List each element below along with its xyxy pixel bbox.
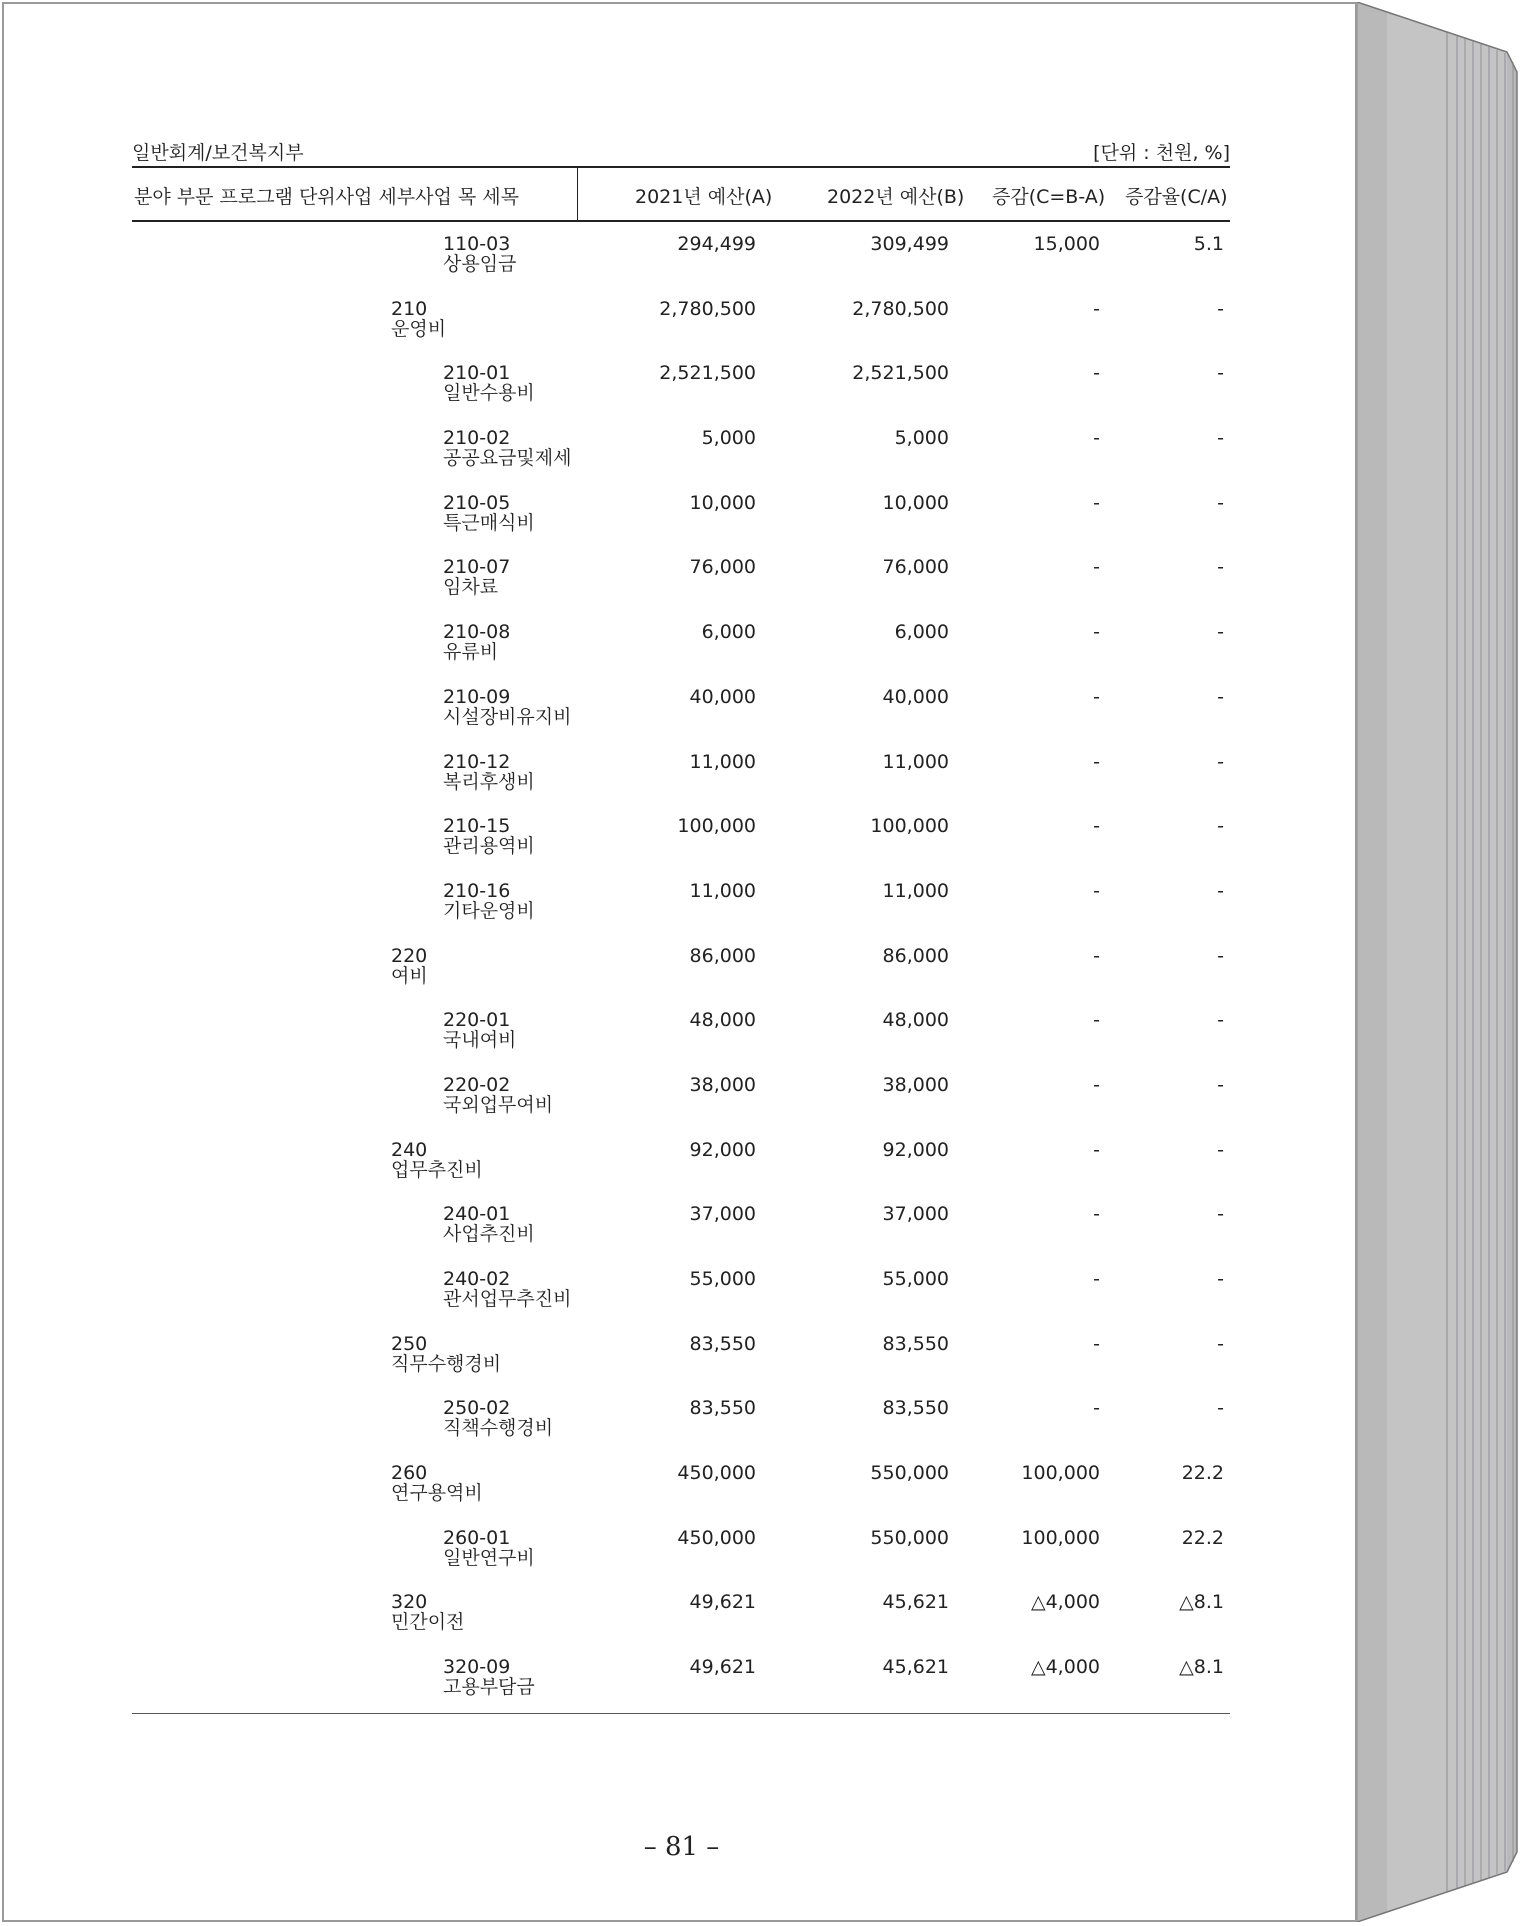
row-budget-2022: 76,000 bbox=[882, 556, 949, 579]
row-change: - bbox=[1093, 1397, 1100, 1420]
row-budget-2021: 2,780,500 bbox=[659, 297, 756, 320]
row-code: 250 bbox=[391, 1332, 428, 1355]
table-row bbox=[132, 610, 1230, 675]
page-number: – 81 – bbox=[643, 1832, 720, 1862]
row-change: - bbox=[1093, 362, 1100, 385]
budget-table bbox=[132, 166, 1230, 1710]
row-name: 유류비 bbox=[443, 641, 499, 664]
table-header bbox=[132, 166, 1230, 222]
row-name: 연구용역비 bbox=[391, 1482, 483, 1505]
row-budget-2021: 10,000 bbox=[689, 491, 756, 514]
table-row bbox=[132, 869, 1230, 934]
table-bottom-rule bbox=[132, 1713, 1230, 1714]
row-budget-2022: 6,000 bbox=[894, 621, 949, 644]
header-divider bbox=[577, 168, 578, 220]
row-change: - bbox=[1093, 944, 1100, 967]
row-budget-2022: 2,521,500 bbox=[852, 362, 949, 385]
row-budget-2021: 49,621 bbox=[689, 1656, 756, 1679]
row-budget-2022: 83,550 bbox=[882, 1332, 949, 1355]
row-name: 복리후생비 bbox=[443, 770, 535, 793]
row-budget-2022: 45,621 bbox=[882, 1656, 949, 1679]
row-budget-2021: 6,000 bbox=[701, 621, 756, 644]
row-budget-2022: 92,000 bbox=[882, 1138, 949, 1161]
document-page bbox=[2, 2, 1357, 1922]
row-budget-2022: 2,780,500 bbox=[852, 297, 949, 320]
row-change: △4,000 bbox=[1030, 1656, 1100, 1679]
row-rate: - bbox=[1217, 1203, 1224, 1226]
table-row bbox=[132, 1257, 1230, 1322]
row-budget-2021: 450,000 bbox=[677, 1462, 756, 1485]
row-code: 210-02 bbox=[443, 427, 511, 450]
row-rate: - bbox=[1217, 556, 1224, 579]
row-change: - bbox=[1093, 427, 1100, 450]
row-change: - bbox=[1093, 815, 1100, 838]
row-budget-2022: 5,000 bbox=[894, 427, 949, 450]
table-row bbox=[132, 287, 1230, 352]
row-budget-2021: 11,000 bbox=[689, 879, 756, 902]
row-budget-2022: 11,000 bbox=[882, 879, 949, 902]
row-budget-2021: 38,000 bbox=[689, 1073, 756, 1096]
row-name: 상용임금 bbox=[443, 253, 517, 275]
row-budget-2022: 550,000 bbox=[870, 1462, 949, 1485]
row-change: △4,000 bbox=[1030, 1591, 1100, 1614]
row-change: - bbox=[1093, 1073, 1100, 1096]
row-name: 사업추진비 bbox=[443, 1223, 535, 1246]
row-change: - bbox=[1093, 1009, 1100, 1032]
row-budget-2021: 5,000 bbox=[701, 427, 756, 450]
table-row bbox=[132, 545, 1230, 610]
row-name: 시설장비유지비 bbox=[443, 705, 572, 728]
row-rate: - bbox=[1217, 1397, 1224, 1420]
row-name: 업무추진비 bbox=[391, 1158, 483, 1181]
row-budget-2022: 37,000 bbox=[882, 1203, 949, 1226]
col-budget-2021: 2021년 예산(A) bbox=[635, 186, 773, 208]
row-code: 250-02 bbox=[443, 1397, 511, 1420]
row-budget-2022: 83,550 bbox=[882, 1397, 949, 1420]
table-row bbox=[132, 934, 1230, 999]
col-rate: 증감율(C/A) bbox=[1125, 186, 1228, 208]
row-budget-2021: 2,521,500 bbox=[659, 362, 756, 385]
table-row bbox=[132, 1128, 1230, 1193]
row-change: - bbox=[1093, 1268, 1100, 1290]
row-name: 국내여비 bbox=[443, 1029, 517, 1052]
row-budget-2022: 309,499 bbox=[870, 233, 949, 255]
table-row bbox=[132, 1451, 1230, 1516]
table-row bbox=[132, 804, 1230, 869]
row-change: - bbox=[1093, 879, 1100, 902]
row-budget-2021: 40,000 bbox=[689, 685, 756, 708]
row-code: 320-09 bbox=[443, 1656, 511, 1679]
row-name: 관리용역비 bbox=[443, 835, 535, 858]
row-name: 특근매식비 bbox=[443, 511, 535, 534]
row-change: - bbox=[1093, 1332, 1100, 1355]
table-row bbox=[132, 1063, 1230, 1128]
row-budget-2021: 92,000 bbox=[689, 1138, 756, 1161]
table-row bbox=[132, 416, 1230, 481]
row-code: 240-02 bbox=[443, 1268, 511, 1290]
row-name: 직책수행경비 bbox=[443, 1417, 554, 1440]
row-code: 220 bbox=[391, 944, 428, 967]
unit-label: [단위 : 천원, %] bbox=[1093, 142, 1230, 164]
table-row bbox=[132, 481, 1230, 546]
row-code: 220-02 bbox=[443, 1073, 511, 1096]
row-change: 100,000 bbox=[1021, 1526, 1100, 1549]
table-row bbox=[132, 998, 1230, 1063]
row-rate: 22.2 bbox=[1181, 1526, 1224, 1549]
row-rate: - bbox=[1217, 1138, 1224, 1161]
row-budget-2021: 83,550 bbox=[689, 1397, 756, 1420]
table-row bbox=[132, 1516, 1230, 1581]
row-change: - bbox=[1093, 1203, 1100, 1226]
row-code: 210-16 bbox=[443, 879, 511, 902]
row-rate: - bbox=[1217, 491, 1224, 514]
row-rate: - bbox=[1217, 621, 1224, 644]
row-budget-2021: 37,000 bbox=[689, 1203, 756, 1226]
row-rate: - bbox=[1217, 879, 1224, 902]
row-rate: - bbox=[1217, 297, 1224, 320]
table-row bbox=[132, 1386, 1230, 1451]
row-code: 210-12 bbox=[443, 750, 511, 773]
row-change: - bbox=[1093, 621, 1100, 644]
row-change: - bbox=[1093, 297, 1100, 320]
row-budget-2021: 294,499 bbox=[677, 233, 756, 255]
table-row bbox=[132, 740, 1230, 805]
row-code: 210 bbox=[391, 297, 428, 320]
row-rate: - bbox=[1217, 427, 1224, 450]
row-rate: - bbox=[1217, 1268, 1224, 1290]
row-change: - bbox=[1093, 685, 1100, 708]
row-code: 320 bbox=[391, 1591, 428, 1614]
col-budget-2022: 2022년 예산(B) bbox=[827, 186, 965, 208]
row-code: 110-03 bbox=[443, 233, 511, 255]
row-name: 기타운영비 bbox=[443, 899, 535, 922]
row-rate: △8.1 bbox=[1179, 1591, 1224, 1614]
row-change: - bbox=[1093, 556, 1100, 579]
row-name: 국외업무여비 bbox=[443, 1093, 554, 1116]
row-rate: △8.1 bbox=[1179, 1656, 1224, 1679]
row-name: 직무수행경비 bbox=[391, 1352, 502, 1375]
row-change: 15,000 bbox=[1033, 233, 1100, 255]
row-name: 민간이전 bbox=[391, 1611, 465, 1634]
row-rate: - bbox=[1217, 944, 1224, 967]
row-name: 여비 bbox=[391, 964, 428, 987]
book-page-edges bbox=[1357, 2, 1532, 1922]
row-budget-2021: 86,000 bbox=[689, 944, 756, 967]
row-code: 240-01 bbox=[443, 1203, 511, 1226]
account-ministry-label: 일반회계/보건복지부 bbox=[132, 142, 304, 164]
row-budget-2021: 83,550 bbox=[689, 1332, 756, 1355]
row-budget-2022: 45,621 bbox=[882, 1591, 949, 1614]
row-name: 공공요금및제세 bbox=[443, 447, 572, 470]
row-budget-2021: 55,000 bbox=[689, 1268, 756, 1290]
row-rate: - bbox=[1217, 1332, 1224, 1355]
row-budget-2022: 40,000 bbox=[882, 685, 949, 708]
row-code: 210-09 bbox=[443, 685, 511, 708]
table-row bbox=[132, 1192, 1230, 1257]
row-budget-2021: 100,000 bbox=[677, 815, 756, 838]
row-code: 210-07 bbox=[443, 556, 511, 579]
row-change: - bbox=[1093, 491, 1100, 514]
row-code: 220-01 bbox=[443, 1009, 511, 1032]
row-budget-2021: 11,000 bbox=[689, 750, 756, 773]
col-hierarchy: 분야 부문 프로그램 단위사업 세부사업 목 세목 bbox=[134, 186, 519, 208]
row-change: - bbox=[1093, 1138, 1100, 1161]
row-budget-2021: 48,000 bbox=[689, 1009, 756, 1032]
table-row bbox=[132, 222, 1230, 287]
row-name: 일반수용비 bbox=[443, 382, 535, 405]
table-row bbox=[132, 1322, 1230, 1387]
row-code: 260-01 bbox=[443, 1526, 511, 1549]
row-rate: 5.1 bbox=[1193, 233, 1224, 255]
row-budget-2022: 11,000 bbox=[882, 750, 949, 773]
row-name: 운영비 bbox=[391, 317, 447, 340]
row-budget-2022: 100,000 bbox=[870, 815, 949, 838]
row-code: 210-05 bbox=[443, 491, 511, 514]
row-rate: - bbox=[1217, 750, 1224, 773]
row-code: 210-15 bbox=[443, 815, 511, 838]
row-budget-2022: 86,000 bbox=[882, 944, 949, 967]
row-code: 210-08 bbox=[443, 621, 511, 644]
row-rate: 22.2 bbox=[1181, 1462, 1224, 1485]
row-budget-2022: 550,000 bbox=[870, 1526, 949, 1549]
row-code: 210-01 bbox=[443, 362, 511, 385]
row-budget-2021: 49,621 bbox=[689, 1591, 756, 1614]
row-budget-2022: 38,000 bbox=[882, 1073, 949, 1096]
row-budget-2022: 55,000 bbox=[882, 1268, 949, 1290]
table-row bbox=[132, 1645, 1230, 1710]
table-body bbox=[132, 222, 1230, 1710]
row-name: 관서업무추진비 bbox=[443, 1288, 572, 1310]
row-rate: - bbox=[1217, 1009, 1224, 1032]
col-change: 증감(C=B-A) bbox=[992, 186, 1106, 208]
row-rate: - bbox=[1217, 685, 1224, 708]
table-row bbox=[132, 675, 1230, 740]
row-name: 임차료 bbox=[443, 576, 499, 599]
row-change: - bbox=[1093, 750, 1100, 773]
row-budget-2021: 450,000 bbox=[677, 1526, 756, 1549]
row-budget-2021: 76,000 bbox=[689, 556, 756, 579]
table-row bbox=[132, 1580, 1230, 1645]
row-change: 100,000 bbox=[1021, 1462, 1100, 1485]
row-budget-2022: 48,000 bbox=[882, 1009, 949, 1032]
row-name: 고용부담금 bbox=[443, 1676, 535, 1699]
row-rate: - bbox=[1217, 815, 1224, 838]
table-row bbox=[132, 351, 1230, 416]
row-code: 260 bbox=[391, 1462, 428, 1485]
row-name: 일반연구비 bbox=[443, 1546, 535, 1569]
row-rate: - bbox=[1217, 1073, 1224, 1096]
row-budget-2022: 10,000 bbox=[882, 491, 949, 514]
row-rate: - bbox=[1217, 362, 1224, 385]
row-code: 240 bbox=[391, 1138, 428, 1161]
